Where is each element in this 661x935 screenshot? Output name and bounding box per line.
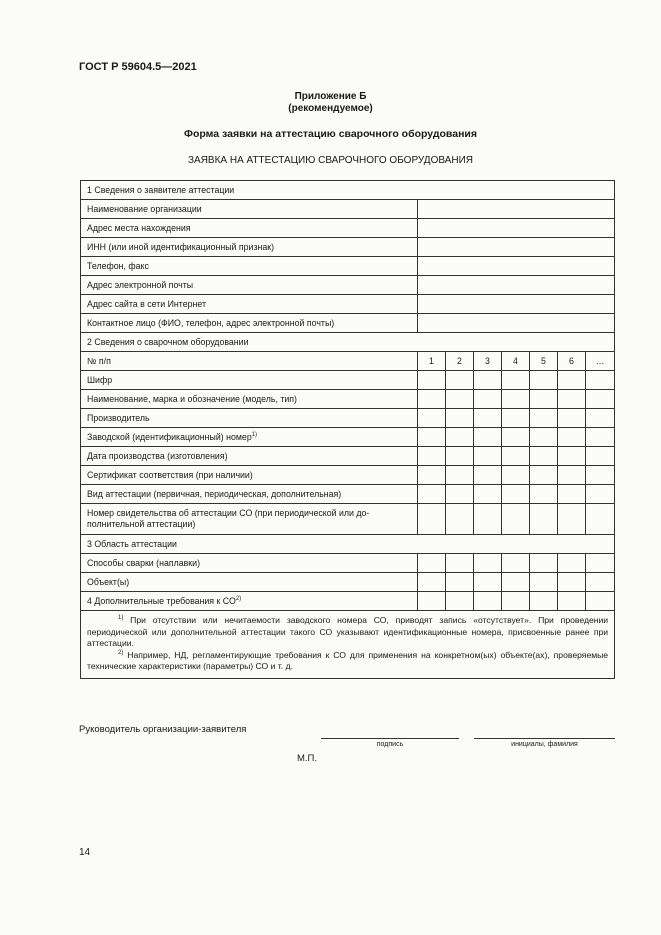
field-value-cell[interactable] bbox=[530, 409, 558, 428]
table-row bbox=[81, 314, 615, 333]
signature-line[interactable] bbox=[321, 738, 459, 739]
field-label: Адрес электронной почты bbox=[81, 276, 418, 295]
footnote-mark: 2) bbox=[118, 649, 124, 656]
field-value-cell[interactable] bbox=[446, 573, 474, 592]
footnote-ref: 1) bbox=[251, 431, 258, 438]
field-value-cell[interactable] bbox=[446, 371, 474, 390]
table-row bbox=[81, 371, 615, 390]
field-value-cell[interactable] bbox=[530, 592, 558, 611]
footnote-mark: 1) bbox=[118, 615, 124, 622]
field-label: Сертификат соответствия (при наличии) bbox=[81, 466, 418, 485]
annex-title: Приложение Б bbox=[294, 91, 367, 102]
field-value-cell[interactable] bbox=[418, 276, 615, 295]
field-label: Номер свидетельства об аттестации СО (при периодической или до-полнительной аттестации) bbox=[81, 504, 418, 535]
table-row bbox=[81, 257, 615, 276]
signatory-label: Руководитель организации-заявителя bbox=[79, 724, 247, 735]
field-value-cell[interactable] bbox=[558, 554, 586, 573]
field-value-cell[interactable] bbox=[418, 295, 615, 314]
field-label: Адрес места нахождения bbox=[81, 219, 418, 238]
table-row bbox=[81, 219, 615, 238]
field-label: Шифр bbox=[81, 371, 418, 390]
field-label: Адрес сайта в сети Интернет bbox=[81, 295, 418, 314]
column-number: 5 bbox=[530, 352, 558, 371]
field-value-cell[interactable] bbox=[418, 592, 446, 611]
field-value-cell[interactable] bbox=[474, 428, 502, 447]
footnotes-cell bbox=[81, 611, 615, 679]
annex-heading bbox=[0, 91, 661, 115]
field-value-cell[interactable] bbox=[530, 428, 558, 447]
field-value-cell[interactable] bbox=[530, 485, 558, 504]
field-value-cell[interactable] bbox=[446, 447, 474, 466]
field-value-cell[interactable] bbox=[502, 466, 530, 485]
field-label: Объект(ы) bbox=[81, 573, 418, 592]
field-value-cell[interactable] bbox=[446, 409, 474, 428]
footnote-2 bbox=[87, 650, 608, 673]
field-label: Производитель bbox=[81, 409, 418, 428]
field-value-cell[interactable] bbox=[418, 200, 615, 219]
field-value-cell[interactable] bbox=[502, 504, 530, 535]
field-value-cell[interactable] bbox=[586, 573, 615, 592]
field-value-cell[interactable] bbox=[446, 390, 474, 409]
field-value-cell[interactable] bbox=[418, 466, 446, 485]
field-value-cell[interactable] bbox=[530, 371, 558, 390]
field-label bbox=[81, 592, 418, 611]
form-subtitle: ЗАЯВКА НА АТТЕСТАЦИЮ СВАРОЧНОГО ОБОРУДОВАНИЯ bbox=[188, 155, 473, 166]
field-label: Телефон, факс bbox=[81, 257, 418, 276]
section-heading: 3 Область аттестации bbox=[81, 535, 615, 554]
field-value-cell[interactable] bbox=[418, 554, 446, 573]
field-value-cell[interactable] bbox=[474, 554, 502, 573]
field-value-cell[interactable] bbox=[418, 219, 615, 238]
field-value-cell[interactable] bbox=[502, 592, 530, 611]
field-value-cell[interactable] bbox=[530, 573, 558, 592]
field-value-cell[interactable] bbox=[418, 504, 446, 535]
field-value-cell[interactable] bbox=[586, 371, 615, 390]
table-row bbox=[81, 295, 615, 314]
field-value-cell[interactable] bbox=[446, 428, 474, 447]
stamp-place: М.П. bbox=[297, 753, 318, 764]
field-value-cell[interactable] bbox=[474, 390, 502, 409]
field-value-cell[interactable] bbox=[474, 371, 502, 390]
document-code: ГОСТ Р 59604.5—2021 bbox=[79, 61, 197, 73]
field-value-cell[interactable] bbox=[502, 485, 530, 504]
column-number: 2 bbox=[446, 352, 474, 371]
section-row bbox=[81, 181, 615, 200]
field-value-cell[interactable] bbox=[586, 390, 615, 409]
table-row bbox=[81, 276, 615, 295]
field-value-cell[interactable] bbox=[558, 409, 586, 428]
footnote-text: Например, НД, регламентирующие требования к СО для применения на конкретном(ых) объекте(ах), проверяемые технические характеристики (параметры) СО и т. д. bbox=[87, 649, 609, 671]
table-row bbox=[81, 504, 615, 535]
field-value-cell[interactable] bbox=[586, 466, 615, 485]
field-value-cell[interactable] bbox=[446, 592, 474, 611]
field-value-cell[interactable] bbox=[418, 314, 615, 333]
column-number: 3 bbox=[474, 352, 502, 371]
field-value-cell[interactable] bbox=[586, 554, 615, 573]
field-value-cell[interactable] bbox=[558, 466, 586, 485]
column-number: 4 bbox=[502, 352, 530, 371]
page-number: 14 bbox=[79, 847, 91, 858]
field-value-cell[interactable] bbox=[530, 504, 558, 535]
column-number-row bbox=[81, 352, 615, 371]
field-value-cell[interactable] bbox=[586, 485, 615, 504]
field-label: Вид аттестации (первичная, периодическая, дополнительная) bbox=[81, 485, 418, 504]
table-row bbox=[81, 238, 615, 257]
field-value-cell[interactable] bbox=[418, 257, 615, 276]
field-value-cell[interactable] bbox=[418, 485, 446, 504]
field-value-cell[interactable] bbox=[586, 447, 615, 466]
table-row bbox=[81, 466, 615, 485]
field-value-cell[interactable] bbox=[530, 466, 558, 485]
field-value-cell[interactable] bbox=[418, 573, 446, 592]
table-row bbox=[81, 554, 615, 573]
column-number: … bbox=[586, 352, 615, 371]
application-form-table bbox=[80, 180, 615, 679]
field-value-cell[interactable] bbox=[474, 485, 502, 504]
table-row bbox=[81, 447, 615, 466]
field-value-cell[interactable] bbox=[586, 428, 615, 447]
notes-row bbox=[81, 611, 615, 679]
field-value-cell[interactable] bbox=[586, 592, 615, 611]
section-heading: 1 Сведения о заявителе аттестации bbox=[81, 181, 615, 200]
field-value-cell[interactable] bbox=[418, 390, 446, 409]
signature-caption: подпись bbox=[376, 741, 404, 748]
field-value-cell[interactable] bbox=[530, 554, 558, 573]
section-row bbox=[81, 333, 615, 352]
field-value-cell[interactable] bbox=[558, 428, 586, 447]
field-value-cell[interactable] bbox=[474, 592, 502, 611]
table-row bbox=[81, 485, 615, 504]
field-value-cell[interactable] bbox=[558, 447, 586, 466]
section-row bbox=[81, 535, 615, 554]
field-value-cell[interactable] bbox=[418, 371, 446, 390]
field-value-cell[interactable] bbox=[446, 485, 474, 504]
field-label-text: Заводской (идентификационный) номер bbox=[87, 431, 252, 442]
field-value-cell[interactable] bbox=[558, 485, 586, 504]
field-label: Наименование организации bbox=[81, 200, 418, 219]
column-number: 6 bbox=[558, 352, 586, 371]
field-value-cell[interactable] bbox=[446, 466, 474, 485]
footnote-1 bbox=[87, 615, 608, 650]
table-row bbox=[81, 390, 615, 409]
field-value-cell[interactable] bbox=[502, 409, 530, 428]
field-value-cell[interactable] bbox=[474, 504, 502, 535]
field-label: Наименование, марка и обозначение (модель, тип) bbox=[81, 390, 418, 409]
field-value-cell[interactable] bbox=[418, 238, 615, 257]
column-number: 1 bbox=[418, 352, 446, 371]
field-value-cell[interactable] bbox=[418, 428, 446, 447]
field-value-cell[interactable] bbox=[474, 466, 502, 485]
form-title: Форма заявки на аттестацию сварочного оборудования bbox=[183, 128, 477, 140]
field-value-cell[interactable] bbox=[446, 504, 474, 535]
field-value-cell[interactable] bbox=[502, 447, 530, 466]
field-value-cell[interactable] bbox=[474, 447, 502, 466]
field-value-cell[interactable] bbox=[502, 428, 530, 447]
footnote-ref: 2) bbox=[235, 595, 242, 602]
field-label: Дата производства (изготовления) bbox=[81, 447, 418, 466]
name-line[interactable] bbox=[474, 738, 615, 739]
field-label: ИНН (или иной идентификационный признак) bbox=[81, 238, 418, 257]
table-row bbox=[81, 592, 615, 611]
field-value-cell[interactable] bbox=[586, 504, 615, 535]
field-label bbox=[81, 428, 418, 447]
field-value-cell[interactable] bbox=[558, 573, 586, 592]
field-value-cell[interactable] bbox=[558, 390, 586, 409]
field-value-cell[interactable] bbox=[474, 409, 502, 428]
table-row bbox=[81, 573, 615, 592]
field-value-cell[interactable] bbox=[558, 592, 586, 611]
field-value-cell[interactable] bbox=[418, 409, 446, 428]
field-value-cell[interactable] bbox=[530, 390, 558, 409]
footnote-text: При отсутствии или нечитаемости заводского номера СО, приводят запись «отсутствует». При проведении периодической или дополнительной аттестации такого СО указывают идентификационные номера, присвоенные ранее при аттестации. bbox=[87, 615, 609, 648]
field-value-cell[interactable] bbox=[502, 390, 530, 409]
field-label: Контактное лицо (ФИО, телефон, адрес электронной почты) bbox=[81, 314, 418, 333]
number-label: № п/п bbox=[81, 352, 418, 371]
field-value-cell[interactable] bbox=[474, 573, 502, 592]
annex-status: (рекомендуемое) bbox=[288, 103, 373, 114]
field-value-cell[interactable] bbox=[418, 447, 446, 466]
field-value-cell[interactable] bbox=[502, 554, 530, 573]
table-row bbox=[81, 428, 615, 447]
field-value-cell[interactable] bbox=[502, 371, 530, 390]
name-caption: инициалы, фамилия bbox=[511, 741, 578, 748]
field-value-cell[interactable] bbox=[502, 573, 530, 592]
field-value-cell[interactable] bbox=[558, 504, 586, 535]
field-value-cell[interactable] bbox=[446, 554, 474, 573]
table-row bbox=[81, 200, 615, 219]
table-row bbox=[81, 409, 615, 428]
field-value-cell[interactable] bbox=[558, 371, 586, 390]
field-value-cell[interactable] bbox=[586, 409, 615, 428]
section-heading: 2 Сведения о сварочном оборудовании bbox=[81, 333, 615, 352]
field-label-text: 4 Дополнительные требования к СО bbox=[87, 595, 236, 606]
field-label: Способы сварки (наплавки) bbox=[81, 554, 418, 573]
field-value-cell[interactable] bbox=[530, 447, 558, 466]
